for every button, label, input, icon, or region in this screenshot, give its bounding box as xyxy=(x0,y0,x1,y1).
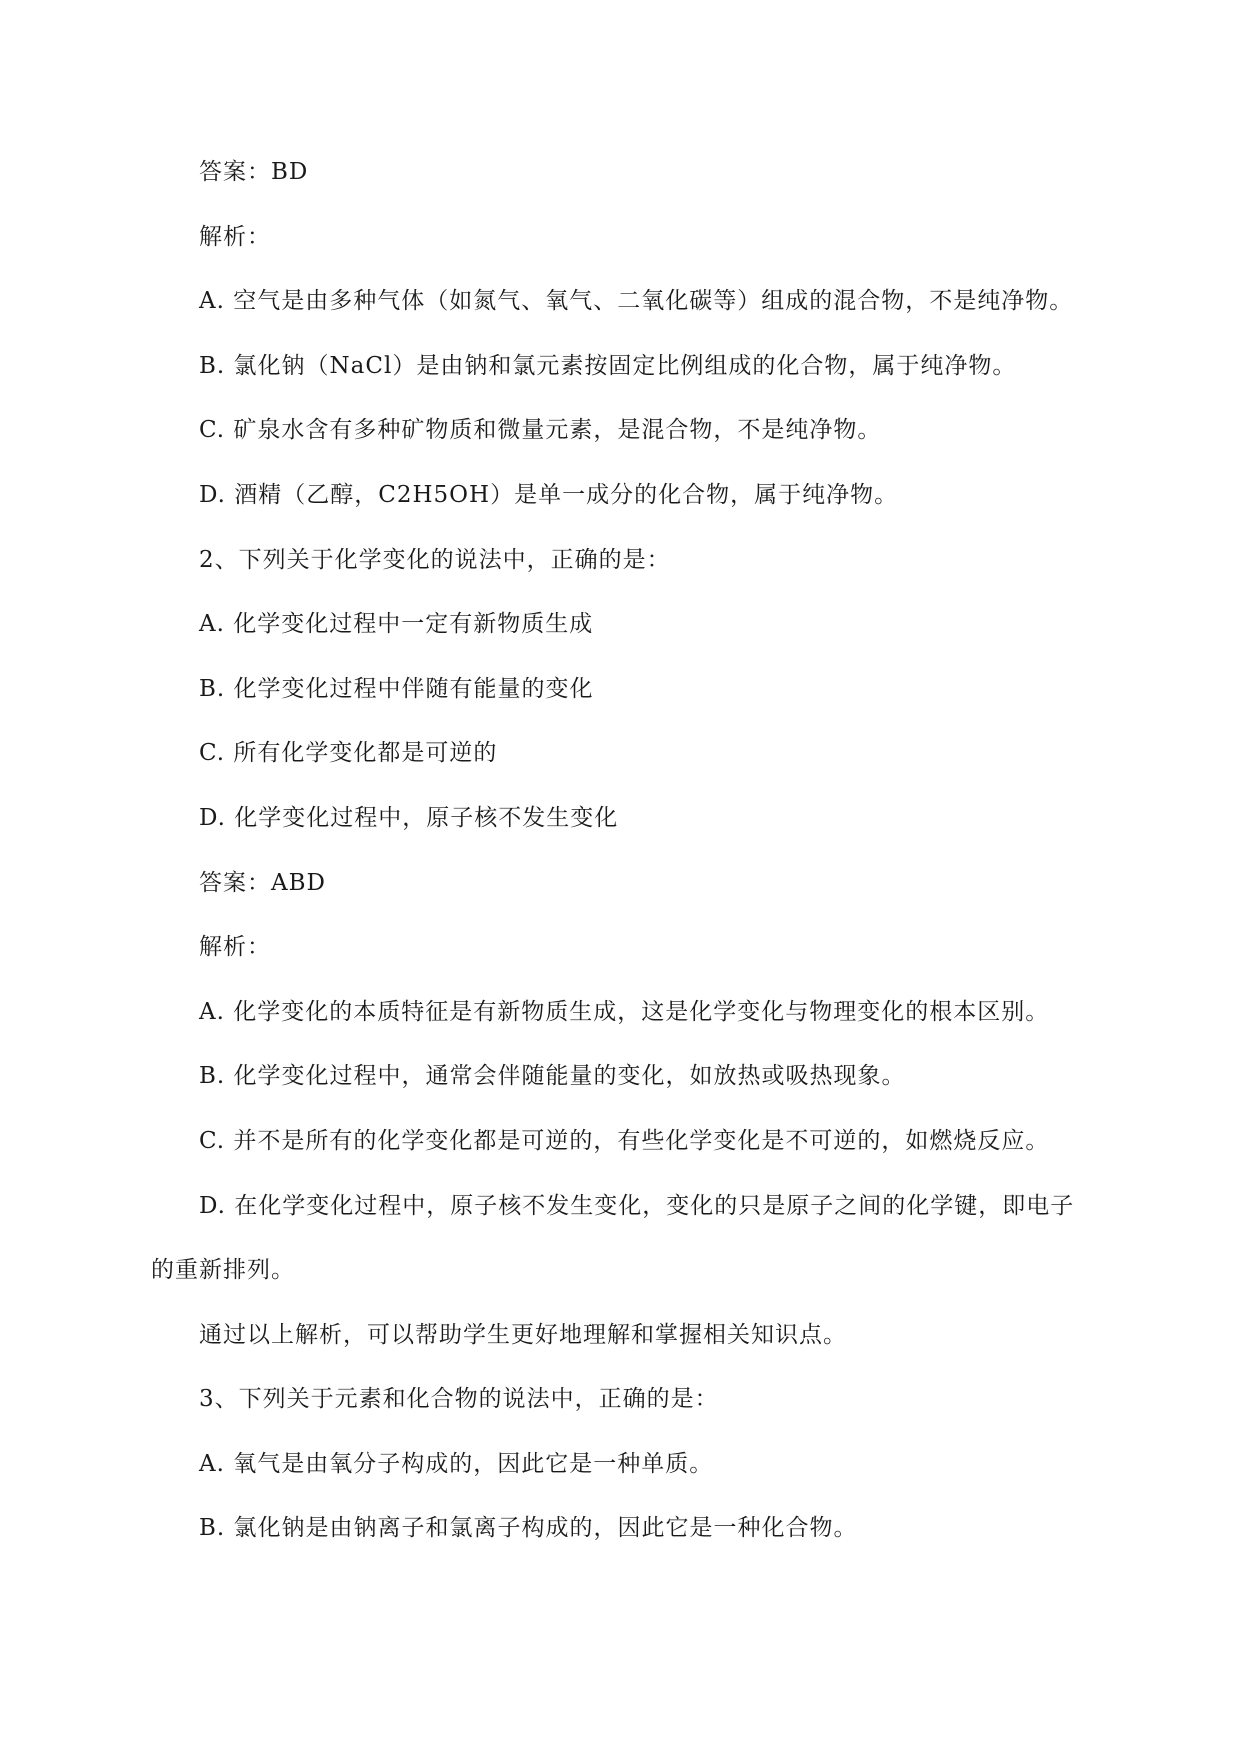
analysis-q1-b: B. 氯化钠（NaCl）是由钠和氯元素按固定比例组成的化合物，属于纯净物。 xyxy=(199,352,1017,379)
question-2: 2、下列关于化学变化的说法中，正确的是： xyxy=(199,546,671,573)
document-body xyxy=(151,140,1091,1561)
analysis-q1-a: A. 空气是由多种气体（如氮气、氧气、二氧化碳等）组成的混合物，不是纯净物。 xyxy=(199,288,1074,315)
answer-q2: 答案：ABD xyxy=(199,869,326,896)
analysis-heading-q2: 解析： xyxy=(199,934,271,961)
option-q2-a: A. 化学变化过程中一定有新物质生成 xyxy=(199,611,594,638)
analysis-q1-d: D. 酒精（乙醇，C2H5OH）是单一成分的化合物，属于纯净物。 xyxy=(199,481,899,508)
option-q2-b: B. 化学变化过程中伴随有能量的变化 xyxy=(199,675,594,702)
question-3: 3、下列关于元素和化合物的说法中，正确的是： xyxy=(199,1386,719,1413)
option-q2-d: D. 化学变化过程中，原子核不发生变化 xyxy=(199,804,619,831)
option-q2-c: C. 所有化学变化都是可逆的 xyxy=(199,740,498,767)
analysis-q2-b: B. 化学变化过程中，通常会伴随能量的变化，如放热或吸热现象。 xyxy=(199,1063,906,1090)
analysis-q2-d: D. 在化学变化过程中，原子核不发生变化，变化的只是原子之间的化学键，即电子的重新排列。 xyxy=(151,1192,1075,1284)
answer-q1: 答案：BD xyxy=(199,159,309,185)
analysis-heading-q1: 解析： xyxy=(199,223,271,250)
option-q3-a: A. 氧气是由氧分子构成的，因此它是一种单质。 xyxy=(199,1450,714,1477)
analysis-q1-c: C. 矿泉水含有多种矿物质和微量元素，是混合物，不是纯净物。 xyxy=(199,417,882,444)
analysis-q2-c: C. 并不是所有的化学变化都是可逆的，有些化学变化是不可逆的，如燃烧反应。 xyxy=(199,1127,1050,1154)
summary-note: 通过以上解析，可以帮助学生更好地理解和掌握相关知识点。 xyxy=(199,1321,847,1348)
analysis-q2-a: A. 化学变化的本质特征是有新物质生成，这是化学变化与物理变化的根本区别。 xyxy=(199,998,1050,1025)
option-q3-b: B. 氯化钠是由钠离子和氯离子构成的，因此它是一种化合物。 xyxy=(199,1515,858,1542)
